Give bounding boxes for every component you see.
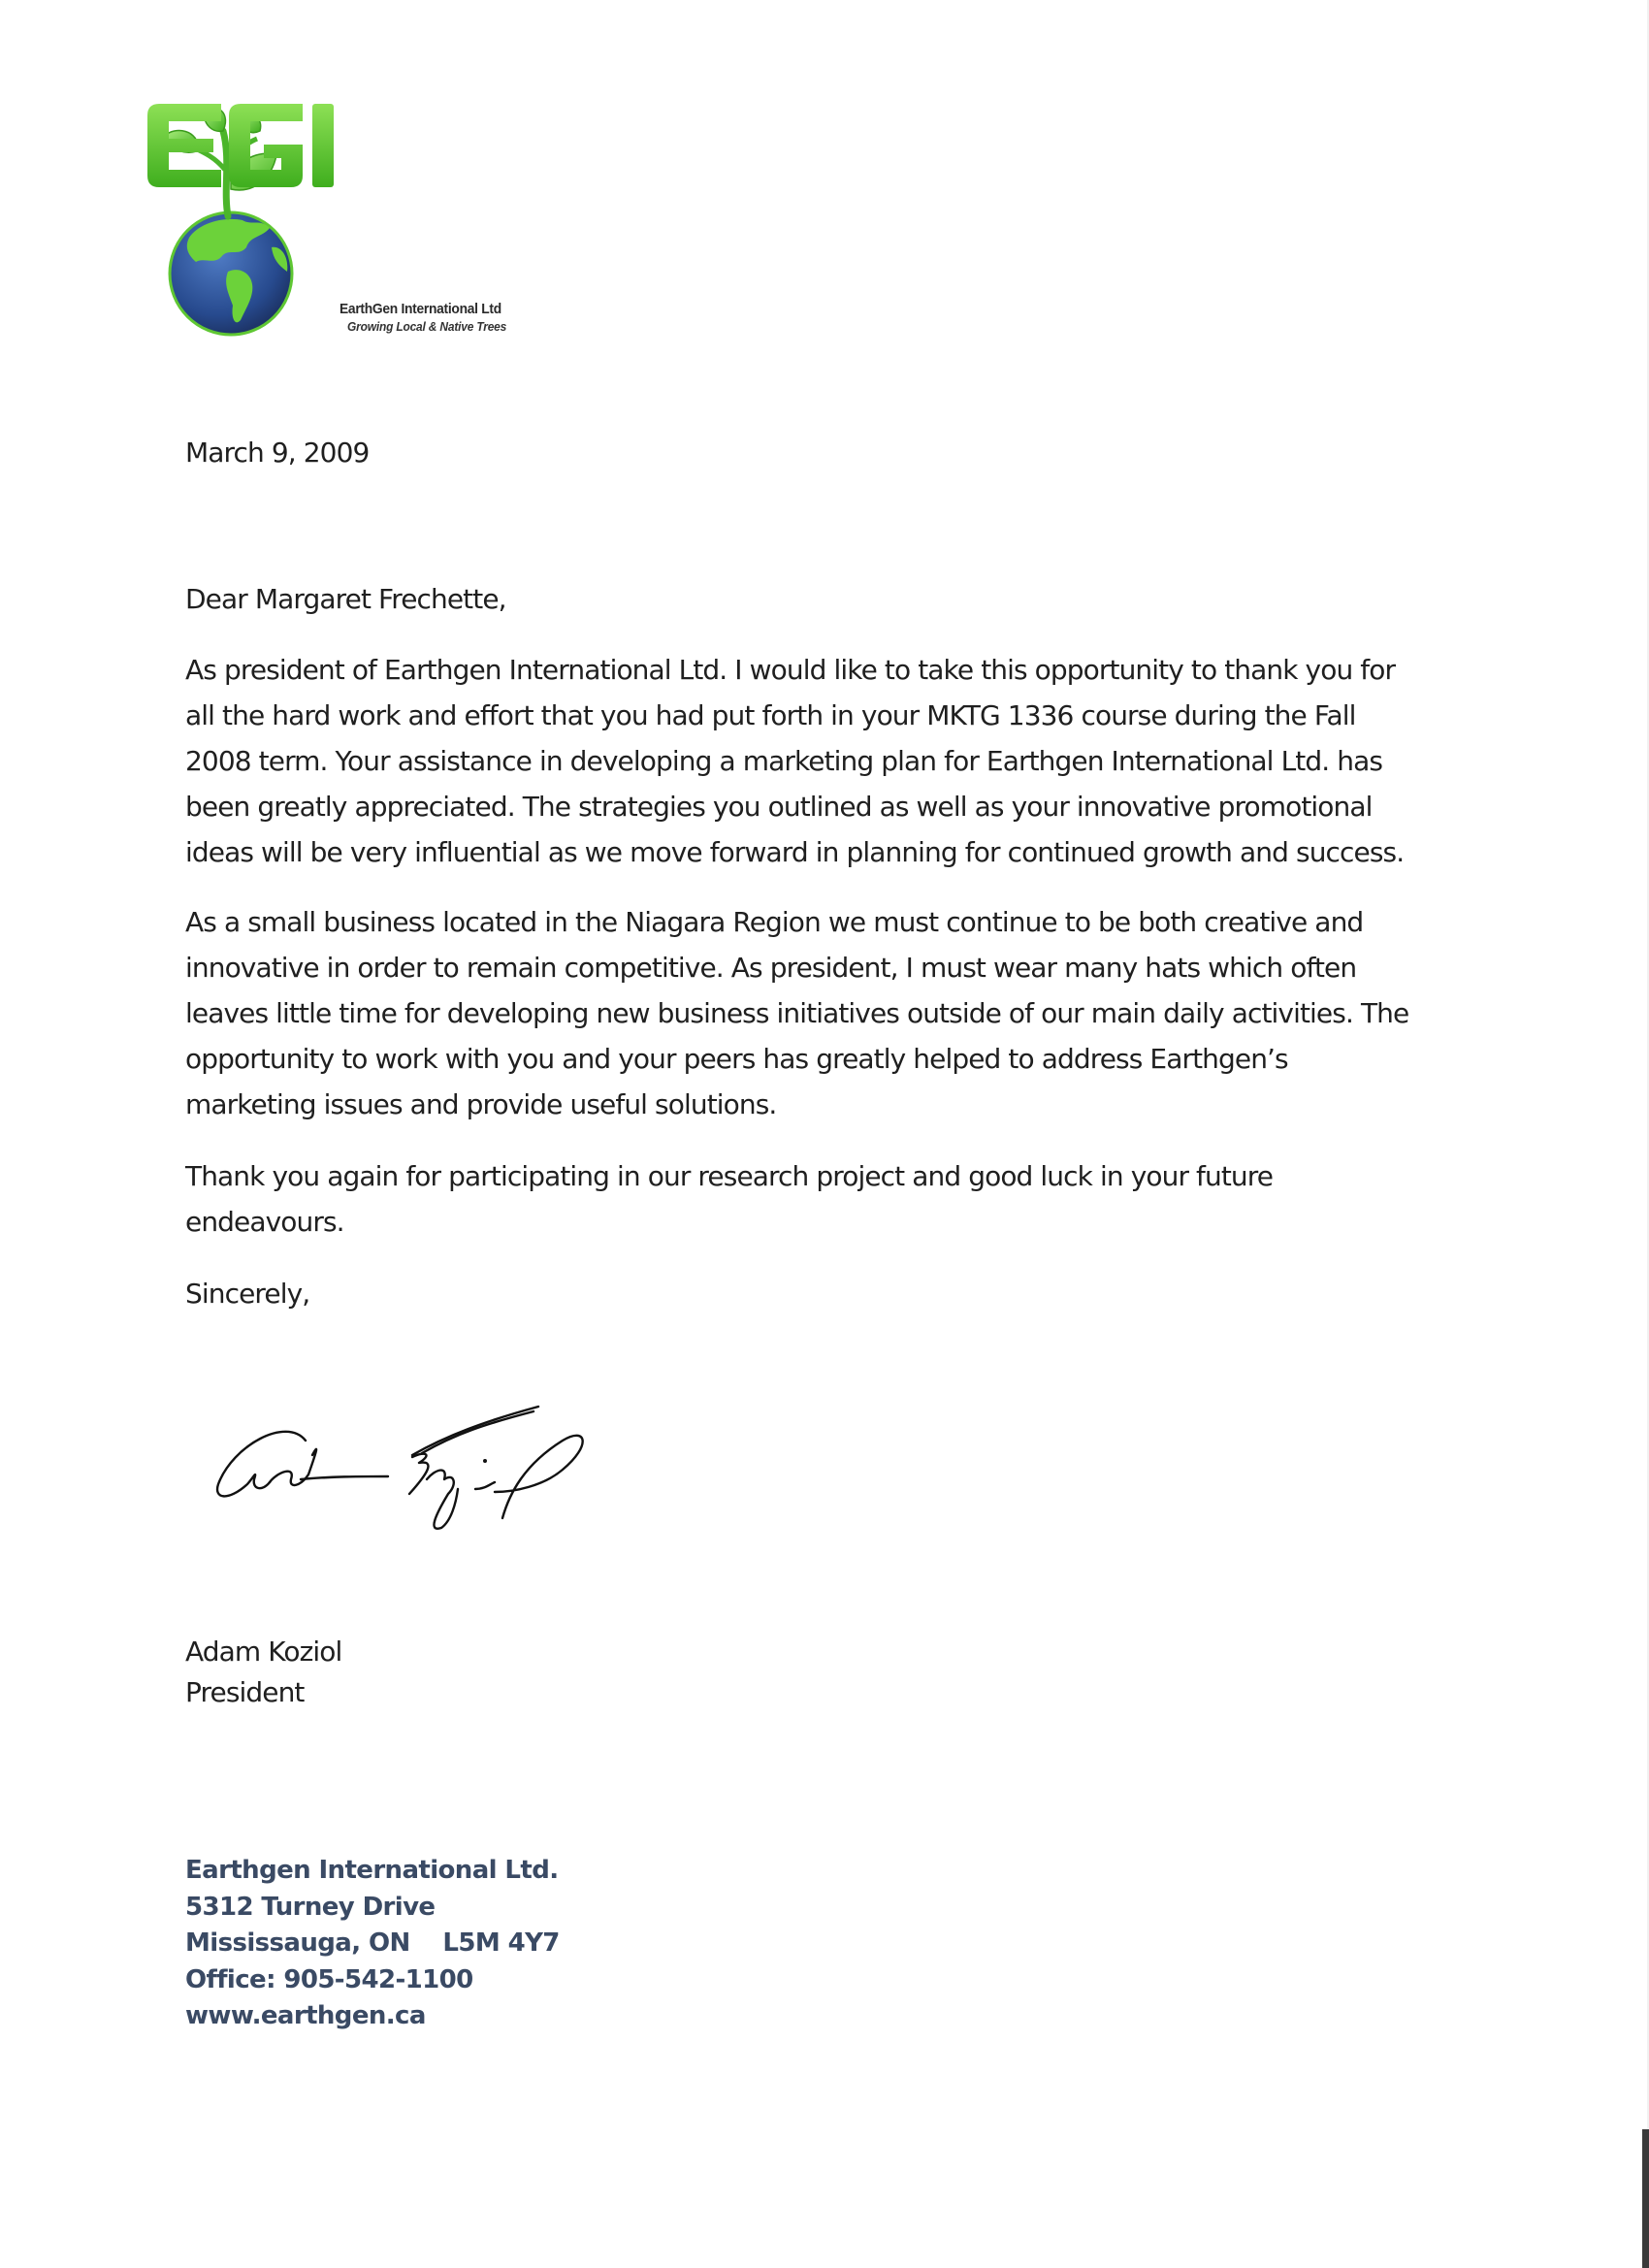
paragraph-line: 2008 term. Your assistance in developing a marketing plan for Earthgen International Ltd. has xyxy=(185,745,1383,777)
footer-company-name: Earthgen International Ltd. xyxy=(185,1856,559,1885)
paragraph-line: As a small business located in the Niagara Region we must continue to be both creative and xyxy=(185,906,1364,938)
footer-city: Mississauga, ON L5M 4Y7 xyxy=(185,1928,560,1958)
company-address-block xyxy=(185,1853,560,2035)
footer-phone: Office: 905-542-1100 xyxy=(185,1964,473,1994)
paragraph-line: innovative in order to remain competitive. As president, I must wear many hats which often xyxy=(185,952,1357,984)
egi-wordmark xyxy=(146,102,378,189)
letter-paragraph-1 xyxy=(185,647,1485,875)
signature-image xyxy=(194,1387,601,1552)
paragraph-line: endeavours. xyxy=(185,1206,344,1238)
letter-paragraph-3 xyxy=(185,1153,1485,1245)
paragraph-line: leaves little time for developing new business initiatives outside of our main daily activities. The xyxy=(185,997,1409,1029)
letter-closing: Sincerely, xyxy=(185,1278,310,1310)
footer-street: 5312 Turney Drive xyxy=(185,1892,436,1922)
letter-paragraph-2 xyxy=(185,899,1485,1127)
company-logo xyxy=(146,102,572,344)
letter-salutation: Dear Margaret Frechette, xyxy=(185,583,506,615)
paragraph-line: ideas will be very influential as we move forward in planning for continued growth and success. xyxy=(185,836,1405,868)
paragraph-line: been greatly appreciated. The strategies you outlined as well as your innovative promotional xyxy=(185,791,1373,823)
paragraph-line: all the hard work and effort that you had put forth in your MKTG 1336 course during the Fall xyxy=(185,699,1356,731)
letter-date: March 9, 2009 xyxy=(185,437,370,469)
logo-tagline: Growing Local & Native Trees xyxy=(347,319,507,334)
paragraph-line: opportunity to work with you and your peers has greatly helped to address Earthgen’s xyxy=(185,1043,1288,1075)
logo-company-name: EarthGen International Ltd xyxy=(340,301,501,317)
paragraph-line: marketing issues and provide useful solutions. xyxy=(185,1088,777,1120)
footer-website-link[interactable]: www.earthgen.ca xyxy=(185,2001,426,2030)
paragraph-line: As president of Earthgen International Ltd. I would like to take this opportunity to thank you for xyxy=(185,654,1396,686)
scan-edge-mark xyxy=(1642,2129,1649,2268)
signer-name: Adam Koziol xyxy=(185,1636,342,1668)
signer-title: President xyxy=(185,1676,305,1708)
paragraph-line: Thank you again for participating in our research project and good luck in your future xyxy=(185,1160,1274,1192)
